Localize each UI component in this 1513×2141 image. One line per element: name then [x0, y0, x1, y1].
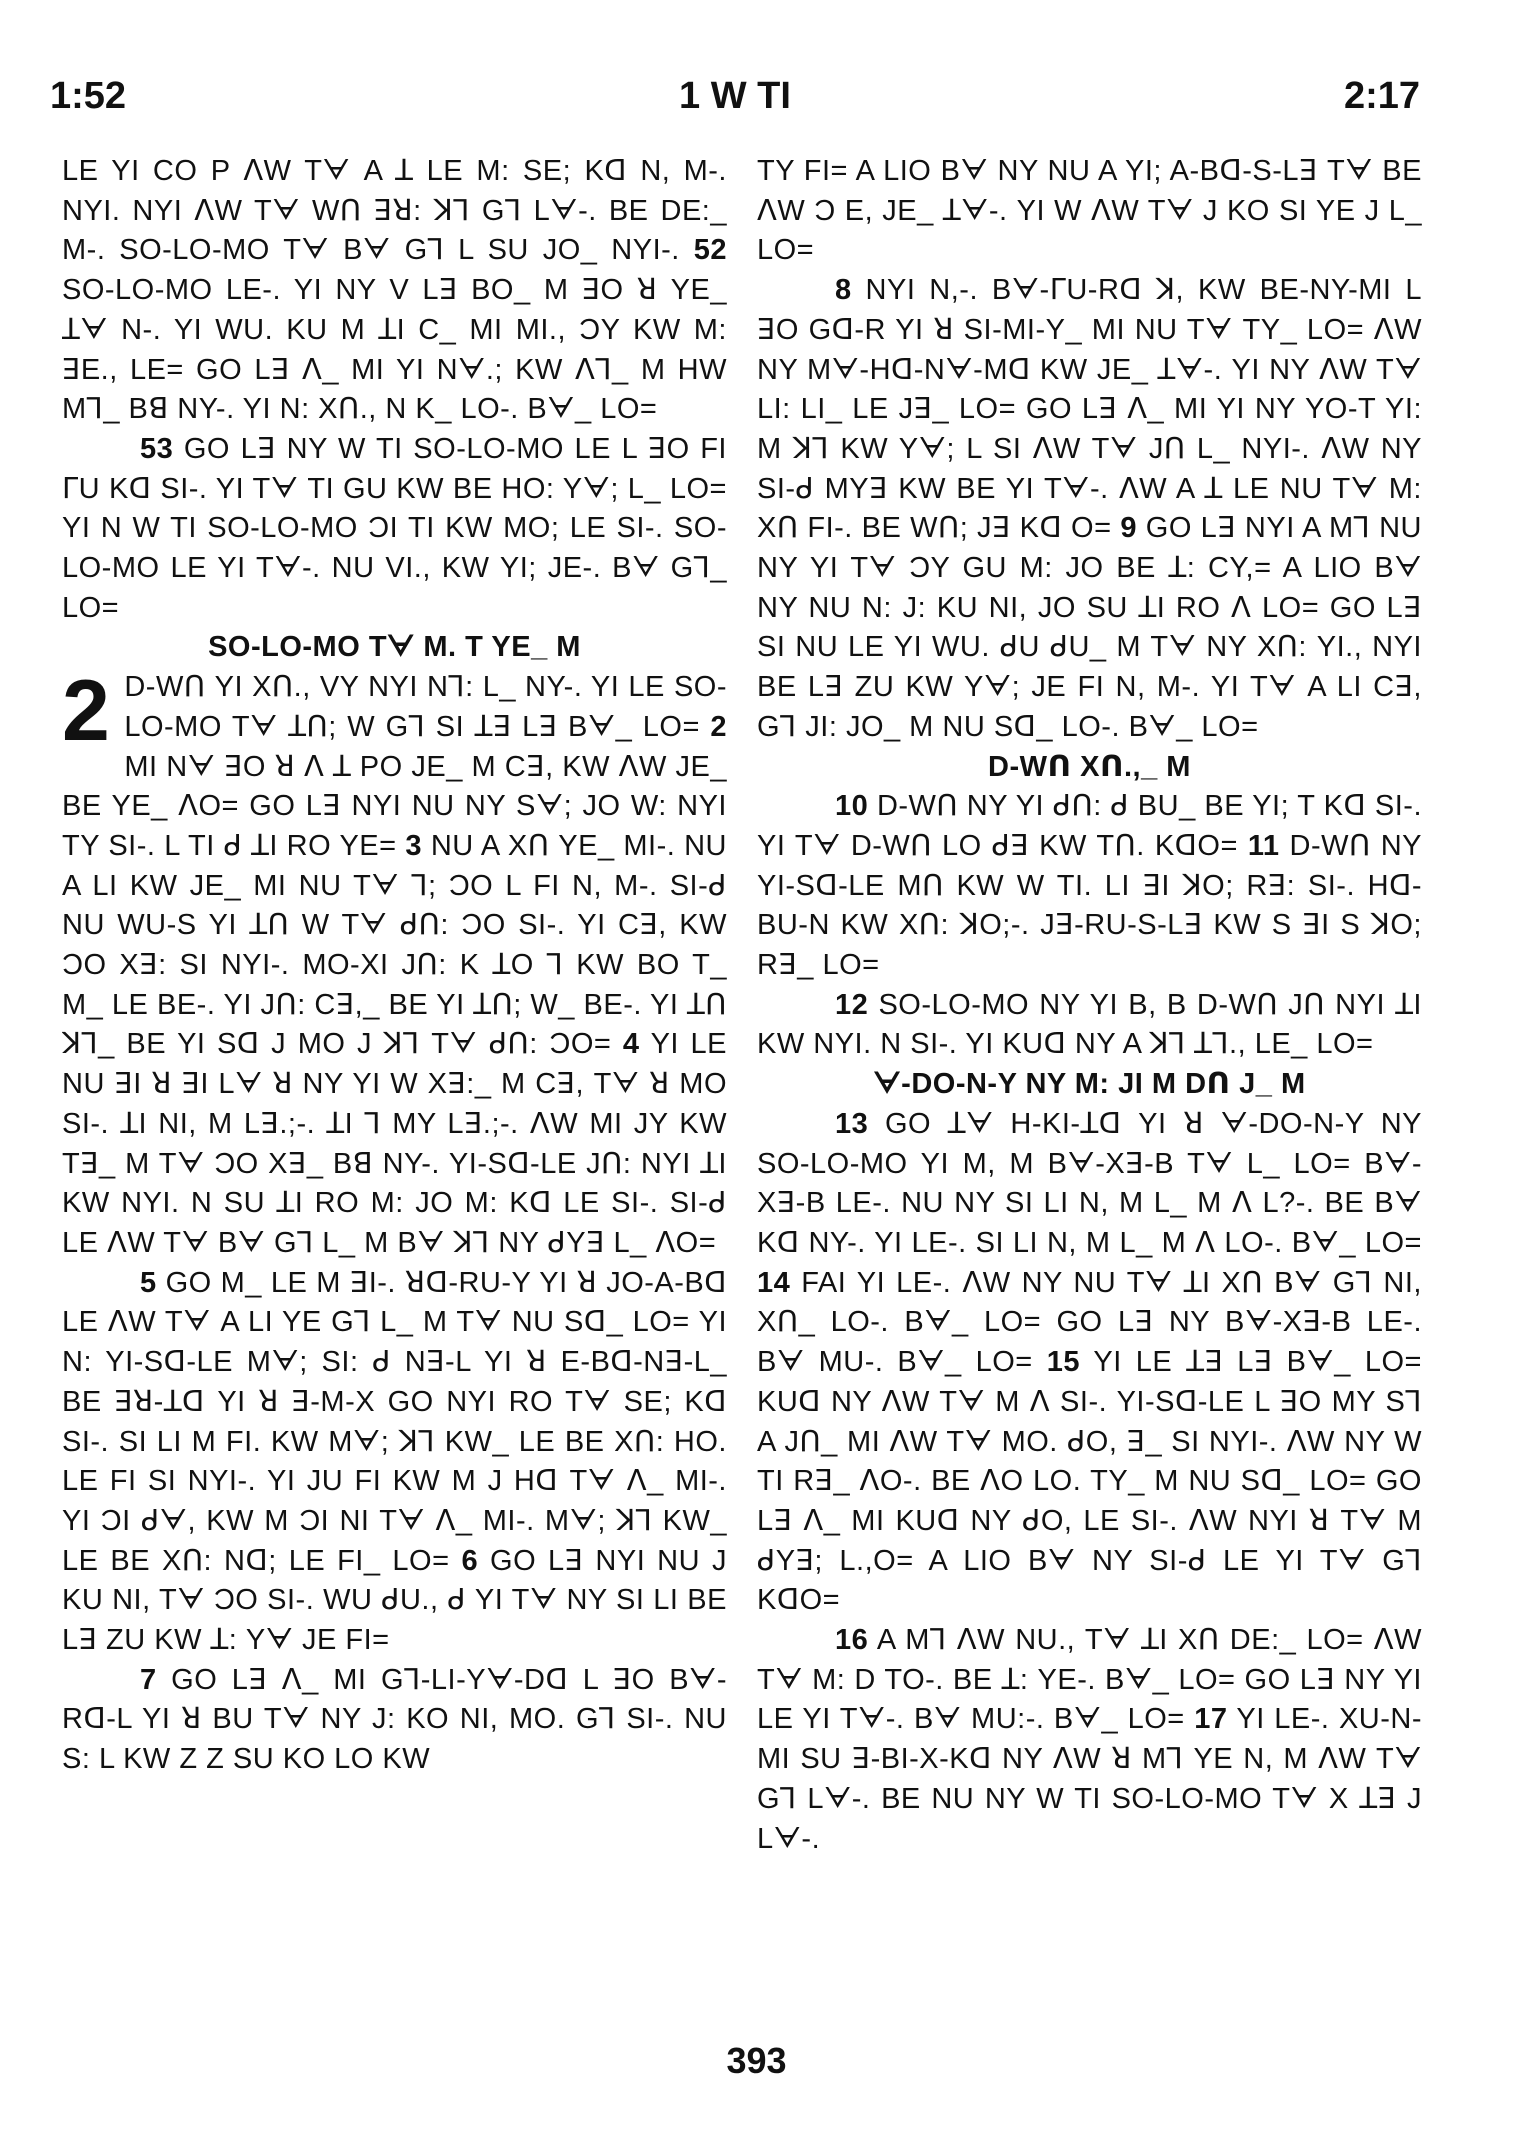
verse-number: 10: [835, 790, 869, 823]
section-heading: D-Wᑎ Xᑎ.,_ M: [988, 750, 1191, 783]
verse-number: 3: [405, 829, 423, 862]
paragraph: [757, 152, 1422, 271]
verse-text: GO Lꓱ ᐱ_ MI Gꓶ-LI-Yᗄ-Dᗡ L ꓱO Bᗄ-Rᗡ-L YI ꓤ BU Tᗄ NY J: KO NI, MO. Gꓶ SI-. NU S: L KW Z Z SU KO LO KW: [62, 1663, 727, 1776]
verse-number: 7: [140, 1663, 157, 1696]
paragraph: [757, 986, 1422, 1065]
right-column: [757, 152, 1422, 2012]
verse-text: SO-LO-MO LE-. YI NY V Lꓱ BO_ M ꓱO ꓤ YE_ ꓕᗄ N-. YI WU. KU M ꓕI C_ MI MI., ƆY KW M: ꓱE., LE= GO Lꓱ ᐱ_ MI YI Nᗄ.; KW ᐱꓶ_ M HW Mꓶ_ Bꓭ NY-. YI N: Xᑎ., N K_ LO-. Bᗄ_ LO=: [62, 274, 727, 426]
verse-text: LE YI CO P ᐱW Tᗄ A ꓕ LE M: SE; Kᗡ N, M-. NYI. NYI ᐱW Tᗄ Wᑎ ꓱꓤ: ꓘꓶ Gꓶ Lᗄ-. BE DE:_ M-. SO-LO-MO Tᗄ Bᗄ Gꓶ L SU JO_ NYI-.: [62, 155, 727, 267]
verse-text: D-Wᑎ YI Xᑎ., VY NYI Nꓶ: L_ NY-. YI LE SO-LO-MO Tᗄ ꓕᑎ; W Gꓶ SI ꓕꓱ Lꓱ Bᗄ_ LO=: [124, 671, 727, 743]
paragraph: [62, 1661, 727, 1780]
verse-number: 52: [693, 234, 727, 267]
chapter-paragraph: [62, 663, 727, 1264]
verse-text: YI LE-. XU-N-MI SU ꓱ-BI-X-Kᗡ NY ᐱW ꓤ Mꓶ YE N, M ᐱW Tᗄ Gꓶ Lᗄ-. BE NU NY W TI SO-LO-MO Tᗄ X ꓕꓱ J Lᗄ-.: [757, 1703, 1422, 1855]
chapter-number: 2: [62, 663, 111, 760]
verse-number: 14: [757, 1266, 791, 1299]
verse-number: 11: [1247, 829, 1280, 862]
verse-text: SO-LO-MO NY YI B, B D-Wᑎ Jᑎ NYI ꓕI KW NYI. N SI-. YI KUᗡ NY A ꓘꓶ ꓕꓶ., LE_ LO=: [757, 988, 1422, 1061]
verse-number: 6: [461, 1544, 479, 1577]
verse-number: 9: [1120, 512, 1137, 545]
paragraph: [62, 1264, 727, 1661]
verse-text: NU A Xᑎ YE_ MI-. NU A LI KW JE_ MI NU Tᗄ ꓶ; ƆO L FI N, M-. SI-ᑯ NU WU-S YI ꓕᑎ W Tᗄ ᑯᑎ: ƆO SI-. YI Cꓱ, KW ƆO Xꓱ: SI NYI-. MO-XI Jᑎ: K ꓕO ꓶ KW BO T_ M_ LE BE-. YI Jᑎ: Cꓱ,_ BE YI ꓕᑎ; W_ BE-. YI ꓕᑎ ꓘꓶ_ BE YI Sᗡ J MO J ꓘꓶ Tᗄ ᑯᑎ: ƆO=: [62, 829, 727, 1061]
verse-text: GO ꓕᗄ H-KI-ꓕᗡ YI ꓤ ᗄ-DO-N-Y NY SO-LO-MO YI M, M Bᗄ-Xꓱ-B Tᗄ L_ LO= Bᗄ-Xꓱ-B LE-. NU NY SI LI N, M L_ M ᐱ L?-. BE Bᗄ Kᗡ NY-. YI LE-. SI LI N, M L_ M ᐱ LO-. Bᗄ_ LO=: [757, 1107, 1422, 1259]
verse-number: 53: [140, 432, 174, 465]
verse-text: GO Lꓱ NY W TI SO-LO-MO LE L ꓱO FI ᒥU Kᗡ SI-. YI Tᗄ TI GU KW BE HO: Yᗄ; L_ LO= YI N W TI SO-LO-MO ƆI TI KW MO; LE SI-. SO-LO-MO LE YI Tᗄ-. NU VI., KW YI; JE-. Bᗄ Gꓶ_ LO=: [62, 432, 727, 624]
verse-number: 12: [835, 988, 869, 1021]
header-verse-end: 2:17: [1343, 75, 1420, 117]
verse-text: YI LE ꓕꓱ Lꓱ Bᗄ_ LO= KUᗡ NY ᐱW Tᗄ M ᐱ SI-. YI-Sᗡ-LE L ꓱO MY Sꓶ A Jᑎ_ MI ᐱW Tᗄ MO. ᑯO, ꓱ_ SI NYI-. ᐱW NY W TI Rꓱ_ ᐱO-. BE ᐱO LO. TY_ M NU Sᗡ_ LO= GO Lꓱ ᐱ_ MI KUᗡ NY ᑯO, LE SI-. ᐱW NYI ꓤ Tᗄ M ᑯYꓱ; L.,O= A LIO Bᗄ NY SI-ᑯ LE YI Tᗄ Gꓶ KᗡO=: [757, 1346, 1422, 1617]
verse-number: 2: [710, 710, 727, 743]
verse-number: 4: [622, 1028, 640, 1061]
verse-text: A Mꓶ ᐱW NU., Tᗄ ꓕI Xᑎ DE:_ LO= ᐱW Tᗄ M: D TO-. BE ꓕ: YE-. Bᗄ_ LO= GO Lꓱ NY YI LE YI Tᗄ-. Bᗄ MU:-. Bᗄ_ LO=: [757, 1624, 1422, 1736]
verse-number: 15: [1046, 1346, 1080, 1379]
page-number: 393: [726, 2040, 787, 2081]
verse-text: D-Wᑎ NY YI-Sᗡ-LE Mᑎ KW W TI. LI ꓱI ꓘO; Rꓱ: SI-. Hᗡ-BU-N KW Xᑎ: ꓘO;-. Jꓱ-RU-S-Lꓱ KW S ꓱI S ꓘO; Rꓱ_ LO=: [757, 829, 1422, 982]
paragraph: [757, 271, 1422, 747]
verse-text: GO M_ LE M ꓱI-. ꓤᗡ-RU-Y YI ꓤ JO-A-Bᗡ LE ᐱW Tᗄ A LI YE Gꓶ L_ M Tᗄ NU Sᗡ_ LO= YI N: YI-Sᗡ-LE Mᗄ; SI: ᑯ Nꓱ-L YI ꓤ E-Bᗡ-Nꓱ-L_ BE ꓱꓤ-ꓕᗡ YI ꓤ ꓱ-M-X GO NYI RO Tᗄ SE; Kᗡ SI-. SI LI M FI. KW Mᗄ; ꓘꓶ KW_ LE BE Xᑎ: HO. LE FI SI NYI-. YI JU FI KW M J Hᗡ Tᗄ ᐱ_ MI-. YI ƆI ᑯᗄ, KW M ƆI NI Tᗄ ᐱ_ MI-. Mᗄ; ꓘꓶ KW_ LE BE Xᑎ: Nᗡ; LE FI_ LO=: [62, 1266, 727, 1577]
verse-number: 16: [835, 1624, 869, 1657]
text-columns: [62, 152, 1422, 2012]
paragraph: [757, 1621, 1422, 1859]
verse-text: GO Lꓱ NYI NU J KU NI, Tᗄ ƆO SI-. WU ᑯU., ᑯ YI Tᗄ NY SI LI BE Lꓱ ZU KW ꓕ: Yᗄ JE FI=: [62, 1544, 727, 1657]
paragraph: [62, 152, 727, 430]
paragraph: [757, 787, 1422, 986]
paragraph: [62, 430, 727, 629]
verse-text: MI Nᗄ ꓱO ꓤ ᐱ ꓕ PO JE_ M Cꓱ, KW ᐱW JE_ BE YE_ ᐱO= GO Lꓱ NYI NU NY Sᗄ; JO W: NYI TY SI-. L TI ᑯ ꓕI RO YE=: [62, 750, 727, 862]
left-column: [62, 152, 727, 2012]
header-book-title: 1 W TI: [679, 75, 791, 117]
verse-text: FAI YI LE-. ᐱW NY NU Tᗄ ꓕI Xᑎ Bᗄ Gꓶ NI, Xᑎ_ LO-. Bᗄ_ LO= GO Lꓱ NY Bᗄ-Xꓱ-B LE-. Bᗄ MU-. Bᗄ_ LO=: [757, 1266, 1422, 1379]
paragraph: [757, 1105, 1422, 1621]
verse-number: 5: [140, 1266, 157, 1299]
verse-text: TY FI= A LIO Bᗄ NY NU A YI; A-Bᗡ-S-Lꓱ Tᗄ BE ᐱW Ɔ E, JE_ ꓕᗄ-. YI W ᐱW Tᗄ J KO SI YE J L_ LO=: [757, 155, 1422, 267]
section-heading: SO-LO-MO Tᗄ M. T YE_ M: [208, 631, 581, 664]
verse-text: D-Wᑎ NY YI ᑯᑎ: ᑯ BU_ BE YI; T Kᗡ SI-. YI Tᗄ D-Wᑎ LO ᑯꓱ KW Tᑎ. KᗡO=: [757, 790, 1422, 862]
verse-number: 8: [835, 274, 852, 307]
verse-number: 13: [835, 1107, 869, 1140]
header-verse-start: 1:52: [50, 75, 127, 117]
verse-text: YI LE NU ꓱI ꓤ ꓱI Lᗄ ꓤ NY YI W Xꓱ:_ M Cꓱ, Tᗄ ꓤ MO SI-. ꓕI NI, M Lꓱ.;-. ꓕI ꓶ MY Lꓱ.;-. ᐱW MI JY KW Tꓱ_ M Tᗄ ƆO Xꓱ_ Bꓭ NY-. YI-Sᗡ-LE Jᑎ: NYI ꓕI KW NYI. N SU ꓕI RO M: JO M: Kᗡ LE SI-. SI-ᑯ LE ᐱW Tᗄ Bᗄ Gꓶ L_ M Bᗄ ꓘꓶ NY ᑯYꓱ L_ ᐱO=: [62, 1028, 727, 1259]
section-heading: ᗄ-DO-N-Y NY M: JI M Dᑎ J_ M: [873, 1068, 1306, 1101]
verse-number: 17: [1194, 1703, 1228, 1736]
verse-text: NYI N,-. Bᗄ-ᒥU-Rᗡ ꓘ, KW BE-NY-MI L ꓱO Gᗡ-R YI ꓤ SI-MI-Y_ MI NU Tᗄ TY_ LO= ᐱW NY Mᗄ-Hᗡ-Nᗄ-Mᗡ KW JE_ ꓕᗄ-. YI NY ᐱW Tᗄ LI: LI_ LE Jꓱ_ LO= GO Lꓱ ᐱ_ MI YI NY YO-T YI: M ꓘꓶ KW Yᗄ; L SI ᐱW Tᗄ Jᑎ L_ NYI-. ᐱW NY SI-ᑯ MYꓱ KW BE YI Tᗄ-. ᐱW A ꓕ LE NU Tᗄ M: Xᑎ FI-. BE Wᑎ; Jꓱ Kᗡ O=: [757, 274, 1422, 545]
page-header: [50, 75, 1420, 135]
verse-text: GO Lꓱ NYI A Mꓶ NU NY YI Tᗄ ƆY GU M: JO BE ꓕ: CY,= A LIO Bᗄ NY NU N: J: KU NI, JO SU ꓕI RO ᐱ LO= GO Lꓱ SI NU LE YI WU. ᑯU ᑯU_ M Tᗄ NY Xᑎ: YI., NYI BE Lꓱ ZU KW Yᗄ; JE FI N, M-. YI Tᗄ A LI Cꓱ, Gꓶ JI: JO_ M NU Sᗡ_ LO-. Bᗄ_ LO=: [757, 512, 1422, 743]
